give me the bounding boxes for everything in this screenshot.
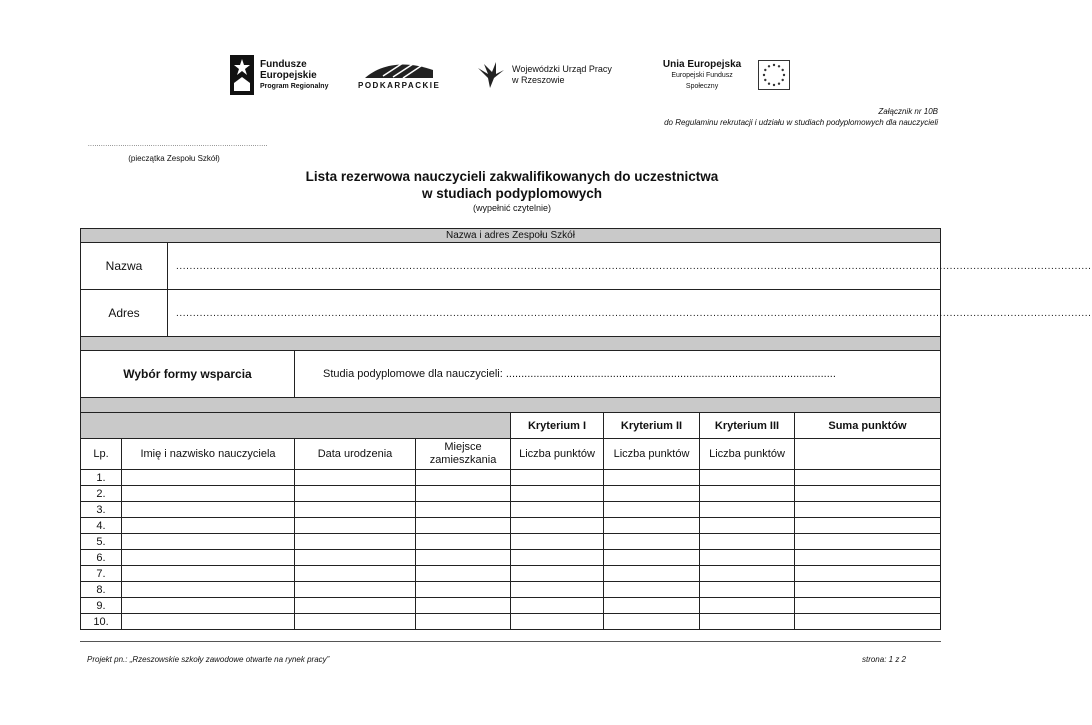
name-label: Nazwa [105, 259, 143, 273]
table-cell[interactable] [699, 518, 794, 533]
table-cell[interactable] [294, 614, 415, 629]
row-number: 10. [93, 615, 109, 628]
table-cell[interactable] [294, 534, 415, 549]
table-row [80, 502, 941, 518]
podkarpackie-logo [358, 55, 440, 95]
ue-line2: Europejski Fundusz Społeczny [671, 71, 733, 90]
support-label: Wybór formy wsparcia [123, 367, 252, 381]
table-cell[interactable] [794, 502, 940, 517]
address-label: Adres [108, 306, 140, 320]
fe-line3: Program Regionalny [260, 82, 329, 90]
table-cell[interactable] [415, 518, 510, 533]
row-number: 6. [96, 551, 106, 564]
table-cell[interactable] [415, 582, 510, 597]
table-row [80, 486, 941, 502]
table-cell[interactable] [510, 550, 603, 565]
table-cell[interactable] [794, 598, 940, 613]
podkarpackie-mark-icon [363, 60, 435, 80]
ue-line1: Unia Europejska [662, 58, 742, 70]
table-cell[interactable] [294, 502, 415, 517]
table-cell[interactable] [415, 566, 510, 581]
separator-row-2 [80, 398, 941, 413]
wup-line1: Wojewódzki Urząd Pracy [512, 64, 612, 74]
annex-line1: Załącznik nr 10B [878, 107, 938, 116]
table-cell[interactable] [294, 598, 415, 613]
name-field[interactable]: ............................................................................................................................................................................................................................................................................... [167, 243, 940, 289]
table-cell[interactable] [415, 486, 510, 501]
row-number: 9. [96, 599, 106, 612]
annex-note [664, 106, 938, 128]
table-cell[interactable] [510, 470, 603, 485]
table-cell[interactable] [603, 518, 699, 533]
footer-divider [80, 641, 941, 642]
support-row [80, 351, 941, 398]
address-row [80, 290, 1092, 337]
table-cell[interactable] [121, 614, 294, 629]
table-cell[interactable] [510, 502, 603, 517]
row-number: 4. [96, 519, 106, 532]
logo-bar [230, 55, 790, 95]
col-points-2: Liczba punktów [603, 439, 699, 469]
stamp-field [88, 141, 268, 163]
support-field[interactable]: Studia podyplomowe dla nauczycieli: ............................................................................................................ [294, 351, 940, 397]
table-row [80, 566, 941, 582]
row-number: 8. [96, 583, 106, 596]
criteria-header-row [80, 413, 941, 439]
table-cell[interactable] [603, 598, 699, 613]
eu-logo [660, 55, 790, 95]
wup-logo [476, 55, 612, 95]
criterion-1: Kryterium I [510, 413, 603, 438]
col-points-3: Liczba punktów [699, 439, 794, 469]
row-number: 7. [96, 567, 106, 580]
table-cell[interactable] [294, 566, 415, 581]
table-row [80, 518, 941, 534]
school-header-row [80, 228, 941, 243]
table-cell[interactable] [121, 534, 294, 549]
col-name: Imię i nazwisko nauczyciela [121, 439, 294, 469]
annex-line2: do Regulaminu rekrutacji i udziału w studiach podyplomowych dla nauczycieli [664, 118, 938, 127]
table-cell[interactable] [121, 582, 294, 597]
table-cell[interactable] [121, 566, 294, 581]
table-cell[interactable] [510, 566, 603, 581]
school-header: Nazwa i adres Zespołu Szkół [446, 230, 575, 241]
table-cell[interactable] [699, 470, 794, 485]
row-number: 5. [96, 535, 106, 548]
table-cell[interactable] [415, 502, 510, 517]
table-row [80, 598, 941, 614]
table-cell[interactable] [603, 614, 699, 629]
table-row [80, 470, 941, 486]
table-cell[interactable] [294, 582, 415, 597]
criterion-3: Kryterium III [699, 413, 794, 438]
table-cell[interactable] [121, 502, 294, 517]
table-cell[interactable] [603, 550, 699, 565]
document-title [0, 168, 1024, 214]
table-row [80, 614, 941, 630]
table-cell[interactable] [794, 518, 940, 533]
table-cell[interactable] [699, 566, 794, 581]
table-row [80, 550, 941, 566]
table-cell[interactable] [415, 534, 510, 549]
title-hint: (wypełnić czytelnie) [472, 203, 552, 213]
table-cell[interactable] [415, 470, 510, 485]
table-cell[interactable] [510, 614, 603, 629]
table-cell[interactable] [603, 566, 699, 581]
table-cell[interactable] [794, 486, 940, 501]
table-cell[interactable] [603, 486, 699, 501]
stamp-label: (pieczątka Zespołu Szkół) [128, 154, 220, 163]
table-cell[interactable] [794, 470, 940, 485]
table-cell[interactable] [699, 550, 794, 565]
table-row [80, 534, 941, 550]
table-cell[interactable] [121, 470, 294, 485]
eu-flag-icon [758, 60, 790, 90]
row-number: 2. [96, 487, 106, 500]
podkarpackie-text: PODKARPACKIE [358, 81, 441, 90]
separator-row-1 [80, 337, 941, 351]
table-cell[interactable] [510, 598, 603, 613]
table-cell[interactable] [794, 566, 940, 581]
table-cell[interactable] [510, 518, 603, 533]
table-cell[interactable] [121, 518, 294, 533]
wup-line2: w Rzeszowie [512, 75, 565, 85]
table-cell[interactable] [699, 502, 794, 517]
table-cell[interactable] [121, 486, 294, 501]
table-cell[interactable] [415, 550, 510, 565]
table-cell[interactable] [794, 614, 940, 629]
table-cell[interactable] [415, 614, 510, 629]
col-birth-date: Data urodzenia [294, 439, 415, 469]
table-cell[interactable] [794, 582, 940, 597]
table-cell[interactable] [794, 550, 940, 565]
fe-star-icon [230, 55, 254, 95]
fundusze-europejskie-logo [230, 55, 328, 95]
address-field[interactable]: ............................................................................................................................................................................................................................................................................... [167, 290, 940, 336]
table-cell[interactable] [510, 534, 603, 549]
col-lp: Lp. [93, 448, 109, 460]
col-points-1: Liczba punktów [510, 439, 603, 469]
row-number: 1. [96, 471, 106, 484]
title-line2: w studiach podyplomowych [421, 186, 602, 201]
table-cell[interactable] [510, 582, 603, 597]
col-sum [794, 439, 940, 469]
wup-bird-icon [476, 60, 506, 90]
table-cell[interactable] [294, 550, 415, 565]
criterion-2: Kryterium II [603, 413, 699, 438]
table-cell[interactable] [603, 502, 699, 517]
form-table [80, 228, 1092, 631]
table-cell[interactable] [699, 534, 794, 549]
table-cell[interactable] [603, 534, 699, 549]
table-cell[interactable] [699, 486, 794, 501]
footer-project: Projekt pn.: „Rzeszowskie szkoły zawodowe otwarte na rynek pracy” [87, 655, 330, 664]
criteria-blank [81, 413, 510, 438]
fe-line2: Europejskie [260, 69, 317, 81]
table-cell[interactable] [294, 486, 415, 501]
fe-line1: Fundusze [260, 58, 307, 70]
stamp-dots: ................................................................................... [88, 142, 268, 148]
table-cell[interactable] [699, 614, 794, 629]
column-header-row [80, 439, 941, 470]
table-cell[interactable] [415, 598, 510, 613]
table-cell[interactable] [699, 598, 794, 613]
table-cell[interactable] [699, 582, 794, 597]
table-cell[interactable] [603, 582, 699, 597]
table-cell[interactable] [121, 550, 294, 565]
table-cell[interactable] [603, 470, 699, 485]
table-cell[interactable] [294, 518, 415, 533]
table-cell[interactable] [294, 470, 415, 485]
table-cell[interactable] [510, 486, 603, 501]
table-cell[interactable] [794, 534, 940, 549]
col-residence: Miejsce zamieszkania [415, 439, 510, 469]
sum-label: Suma punktów [794, 413, 940, 438]
title-line1: Lista rezerwowa nauczycieli zakwalifikowanych do uczestnictwa [305, 169, 719, 184]
table-row [80, 582, 941, 598]
table-cell[interactable] [121, 598, 294, 613]
footer-page: strona: 1 z 2 [861, 655, 906, 664]
name-row [80, 243, 1092, 290]
row-number: 3. [96, 503, 106, 516]
